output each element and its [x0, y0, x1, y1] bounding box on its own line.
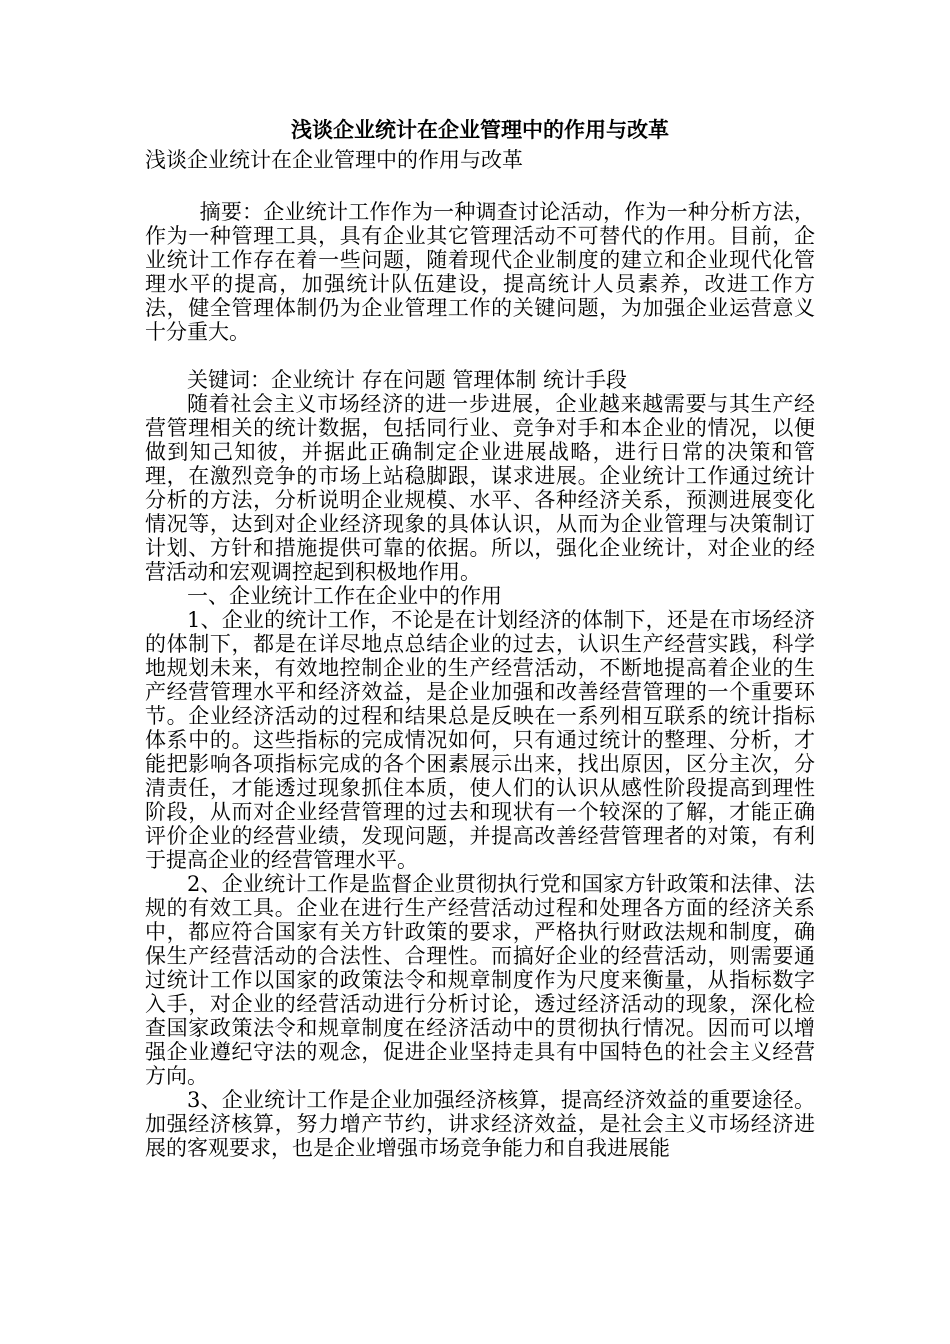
point-3-paragraph: 3、企业统计工作是企业加强经济核算，提高经济效益的重要途径。加强经济核算，努力增产节约，讲求经济效益，是社会主义市场经济进展的客观要求，也是企业增强市场竞争能力和自我进展能	[145, 1088, 815, 1160]
document-title: 浅谈企业统计在企业管理中的作用与改革	[291, 117, 669, 142]
keywords-line: 关键词：企业统计 存在问题 管理体制 统计手段	[187, 368, 628, 392]
intro-paragraph: 随着社会主义市场经济的进一步进展，企业越来越需要与其生产经营管理相关的统计数据，包括同行业、竞争对手和本企业的情况，以便做到知己知彼，并据此正确制定企业进展战略，进行日常的决策和管理，在激烈竞争的市场上站稳脚跟，谋求进展。企业统计工作通过统计分析的方法，分析说明企业规模、水平、各种经济关系，预测进展变化情况等，达到对企业经济现象的具体认识，从而为企业管理与决策制订计划、方针和措施提供可靠的依据。所以，强化企业统计，对企业的经营活动和宏观调控起到积极地作用。	[145, 392, 815, 584]
document-page	[145, 118, 815, 1160]
spacer	[145, 344, 815, 368]
point-2-paragraph: 2、企业统计工作是监督企业贯彻执行党和国家方针政策和法律、法规的有效工具。企业在进行生产经营活动过程和处理各方面的经济关系中，都应符合国家有关方针政策的要求，严格执行财政法规和制度，确保生产经营活动的合法性、合理性。而搞好企业的经营活动，则需要通过统计工作以国家的政策法令和规章制度作为尺度来衡量，从指标数字入手，对企业的经营活动进行分析讨论，透过经济活动的现象，深化检查国家政策法令和规章制度在经济活动中的贯彻执行情况。因而可以增强企业遵纪守法的观念，促进企业坚持走具有中国特色的社会主义经营方向。	[145, 872, 815, 1088]
point-1-paragraph: 1、企业的统计工作，不论是在计划经济的体制下，还是在市场经济的体制下，都是在详尽地点总结企业的过去，认识生产经营实践，科学地规划未来，有效地控制企业的生产经营活动，不断地提高着企业的生产经营管理水平和经济效益，是企业加强和改善经营管理的一个重要环节。企业经济活动的过程和结果总是反映在一系列相互联系的统计指标体系中的。这些指标的完成情况如何，只有通过统计的整理、分析，才能把影响各项指标完成的各个困素展示出来，找出原因，区分主次，分清责任，才能透过现象抓住本质，使人们的认识从感性阶段提高到理性阶段，从而对企业经营管理的过去和现状有一个较深的了解，才能正确评价企业的经营业绩，发现问题，并提高改善经营管理者的对策，有利于提高企业的经营管理水平。	[145, 608, 815, 872]
spacer	[145, 172, 815, 200]
abstract-paragraph: 摘要：企业统计工作作为一种调查讨论活动，作为一种分析方法，作为一种管理工具，具有企业其它管理活动不可替代的作用。目前，企业统计工作存在着一些问题，随着现代企业制度的建立和企业现代化管理水平的提高，加强统计队伍建设，提高统计人员素养，改进工作方法，健全管理体制仍为企业管理工作的关键问题，为加强企业运营意义十分重大。	[145, 200, 815, 344]
section-heading: 一、企业统计工作在企业中的作用	[187, 584, 502, 608]
document-subtitle: 浅谈企业统计在企业管理中的作用与改革	[145, 148, 523, 172]
